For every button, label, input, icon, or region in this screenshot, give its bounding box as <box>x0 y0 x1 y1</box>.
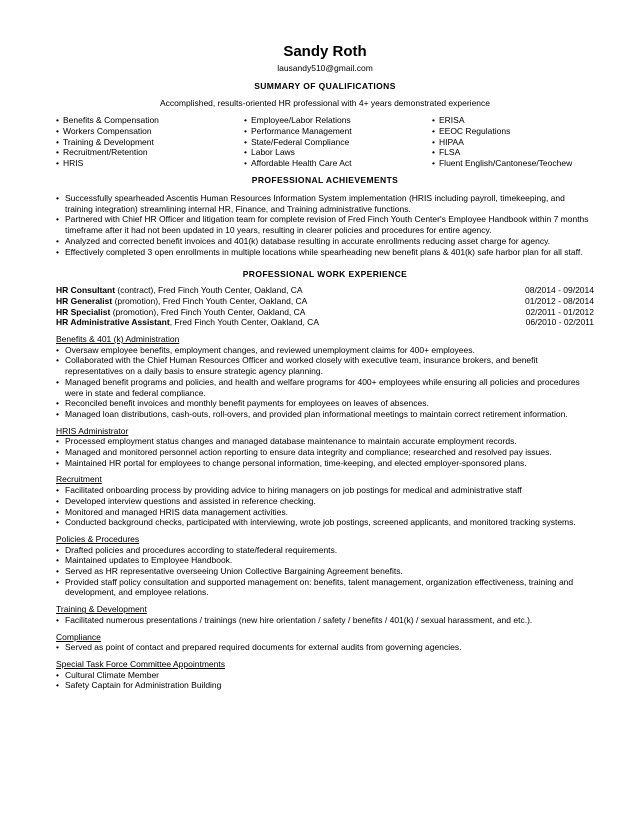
job-row <box>56 296 594 307</box>
job-dates: 06/2010 - 02/2011 <box>525 317 594 328</box>
job-row <box>56 317 594 328</box>
section-bullets <box>56 485 594 528</box>
summary-heading: SUMMARY OF QUALIFICATIONS <box>254 81 396 91</box>
skill-item: • FLSA <box>432 147 594 158</box>
section-title: Recruitment <box>56 474 102 485</box>
job-title: HR Generalist <box>56 295 113 306</box>
experience-section <box>56 334 594 420</box>
section-bullet: • Served as point of contact and prepared required documents for external audits from governing agencies. <box>56 642 594 653</box>
experience-section <box>56 659 594 691</box>
skill-item: • Training & Development <box>56 137 244 148</box>
section-bullet: • Managed benefit programs and policies, and health and welfare programs for 400+ employees while ensuring all policies and procedures were in state and federal compliance. <box>56 377 594 398</box>
job-employer: (promotion), Fred Finch Youth Center, Oakland, CA <box>112 295 308 306</box>
experience-section <box>56 632 594 653</box>
job-description <box>56 307 305 318</box>
section-bullet: • Developed interview questions and assisted in reference checking. <box>56 496 594 507</box>
section-bullets <box>56 545 594 599</box>
section-bullet: • Reconciled benefit invoices and monthly benefit payments for employees on leaves of absences. <box>56 398 594 409</box>
section-bullet: • Processed employment status changes and managed database maintenance to maintain accurate employment records. <box>56 436 594 447</box>
skill-item: • Affordable Health Care Act <box>244 158 432 169</box>
section-bullet: • Collaborated with the Chief Human Resources Officer and worked closely with executive team, insurance brokers, and benefit representatives on a daily basis to ensure strategic agency planning. <box>56 355 594 376</box>
skill-item: • HRIS <box>56 158 244 169</box>
experience-section <box>56 426 594 469</box>
section-title: Benefits & 401 (k) Administration <box>56 334 180 345</box>
section-bullet: • Safety Captain for Administration Building <box>56 680 594 691</box>
achievement-item: • Analyzed and corrected benefit invoices and 401(k) database resulting in accurate enrollments reducing asset charge for agency. <box>56 236 594 247</box>
section-bullet: • Managed loan distributions, cash-outs, roll-overs, and provided plan informational meetings to maintain correct retirement information. <box>56 409 594 420</box>
section-bullet: • Oversaw employee benefits, employment changes, and reviewed unemployment claims for 400+ employees. <box>56 345 594 356</box>
experience-section <box>56 474 594 528</box>
summary-text: Accomplished, results-oriented HR professional with 4+ years demonstrated experience <box>159 98 490 108</box>
skills-column-1 <box>56 115 244 169</box>
job-description <box>56 317 319 328</box>
experience-section <box>56 604 594 625</box>
achievements-list <box>56 193 594 257</box>
job-dates: 08/2014 - 09/2014 <box>524 285 594 296</box>
achievement-item: • Successfully spearheaded Ascentis Human Resources Information System implementation (HRIS including payroll, timekeeping, and training integration) streamlining internal HR, Finance, and Training administrative functions. <box>56 193 594 214</box>
section-bullet: • Cultural Climate Member <box>56 670 594 681</box>
skill-item: • Employee/Labor Relations <box>244 115 432 126</box>
section-bullet: • Facilitated numerous presentations / trainings (new hire orientation / safety / benefits / 401(k) / sexual harassment, and etc.). <box>56 615 594 626</box>
skill-item: • Fluent English/Cantonese/Teochew <box>432 158 594 169</box>
skill-item: • HIPAA <box>432 137 594 148</box>
section-title: Special Task Force Committee Appointments <box>56 659 225 669</box>
skill-item: • Benefits & Compensation <box>56 115 244 126</box>
section-bullets <box>56 615 594 626</box>
section-title: Compliance <box>56 631 101 642</box>
job-description <box>56 285 303 296</box>
section-title: Training & Development <box>56 604 147 615</box>
experience-heading: PROFESSIONAL WORK EXPERIENCE <box>242 269 408 280</box>
skill-item: • Recruitment/Retention <box>56 147 244 158</box>
candidate-name: Sandy Roth <box>283 43 367 60</box>
job-title: HR Specialist <box>56 306 111 317</box>
job-employer: , Fred Finch Youth Center, Oakland, CA <box>169 317 319 328</box>
job-title: HR Administrative Assistant <box>56 317 170 328</box>
achievement-item: • Partnered with Chief HR Officer and litigation team for complete revision of Fred Finch Youth Center's Employee Handbook within 7 months timeframe after it had not been updated in 10 years, resulting in clearer policies and procedures for entire agency. <box>56 214 594 235</box>
section-bullet: • Maintained updates to Employee Handbook. <box>56 555 594 566</box>
skill-item: • EEOC Regulations <box>432 126 594 137</box>
skill-item: • State/Federal Compliance <box>244 137 432 148</box>
skills-grid <box>56 115 594 169</box>
section-bullet: • Managed and monitored personnel action reporting to ensure data integrity and compliance; researched and resolved pay issues. <box>56 447 594 458</box>
section-bullet: • Conducted background checks, participated with interviewing, wrote job postings, screened applicants, and monitored tracking systems. <box>56 517 594 528</box>
section-bullets <box>56 670 594 691</box>
section-bullet: • Facilitated onboarding process by providing advice to hiring managers on job postings for medical and administrative staff <box>56 485 594 496</box>
jobs-list <box>56 285 594 328</box>
job-employer: (contract), Fred Finch Youth Center, Oakland, CA <box>115 285 303 296</box>
resume-page <box>56 44 594 691</box>
job-row <box>56 307 594 318</box>
section-bullet: • Maintained HR portal for employees to change personal information, time-keeping, and elected employer-sponsored plans. <box>56 458 594 469</box>
skill-item: • Workers Compensation <box>56 126 244 137</box>
skill-item: • Labor Laws <box>244 147 432 158</box>
job-dates: 02/2011 - 01/2012 <box>525 306 594 317</box>
experience-section <box>56 534 594 598</box>
candidate-email[interactable]: lausandy510@gmail.com <box>277 63 373 73</box>
achievements-heading: PROFESSIONAL ACHIEVEMENTS <box>251 174 399 185</box>
skills-column-3 <box>432 115 594 169</box>
section-bullet: • Monitored and managed HRIS data management activities. <box>56 507 594 518</box>
job-title: HR Consultant <box>56 285 116 296</box>
job-employer: (promotion), Fred Finch Youth Center, Oakland, CA <box>110 306 306 317</box>
job-row <box>56 285 594 296</box>
skill-item: • ERISA <box>432 115 594 126</box>
section-bullet: • Served as HR representative overseeing Union Collective Bargaining Agreement benefits. <box>56 566 594 577</box>
skill-item: • Performance Management <box>244 126 432 137</box>
job-dates: 01/2012 - 08/2014 <box>524 295 594 306</box>
section-title: HRIS Administrator <box>56 425 129 436</box>
section-bullets <box>56 345 594 420</box>
job-description <box>56 296 307 307</box>
section-bullet: • Provided staff policy consultation and supported management on: benefits, talent management, organization effectiveness, training and development, and employee relations. <box>56 577 594 598</box>
section-bullet: • Drafted policies and procedures according to state/federal requirements. <box>56 545 594 556</box>
section-bullets <box>56 642 594 653</box>
section-bullets <box>56 436 594 468</box>
achievement-item: • Effectively completed 3 open enrollments in multiple locations while spearheading new benefit plans & 401(k) safe harbor plan for all staff. <box>56 247 594 258</box>
section-title: Policies & Procedures <box>56 533 140 544</box>
skills-column-2 <box>244 115 432 169</box>
experience-sections <box>56 334 594 691</box>
